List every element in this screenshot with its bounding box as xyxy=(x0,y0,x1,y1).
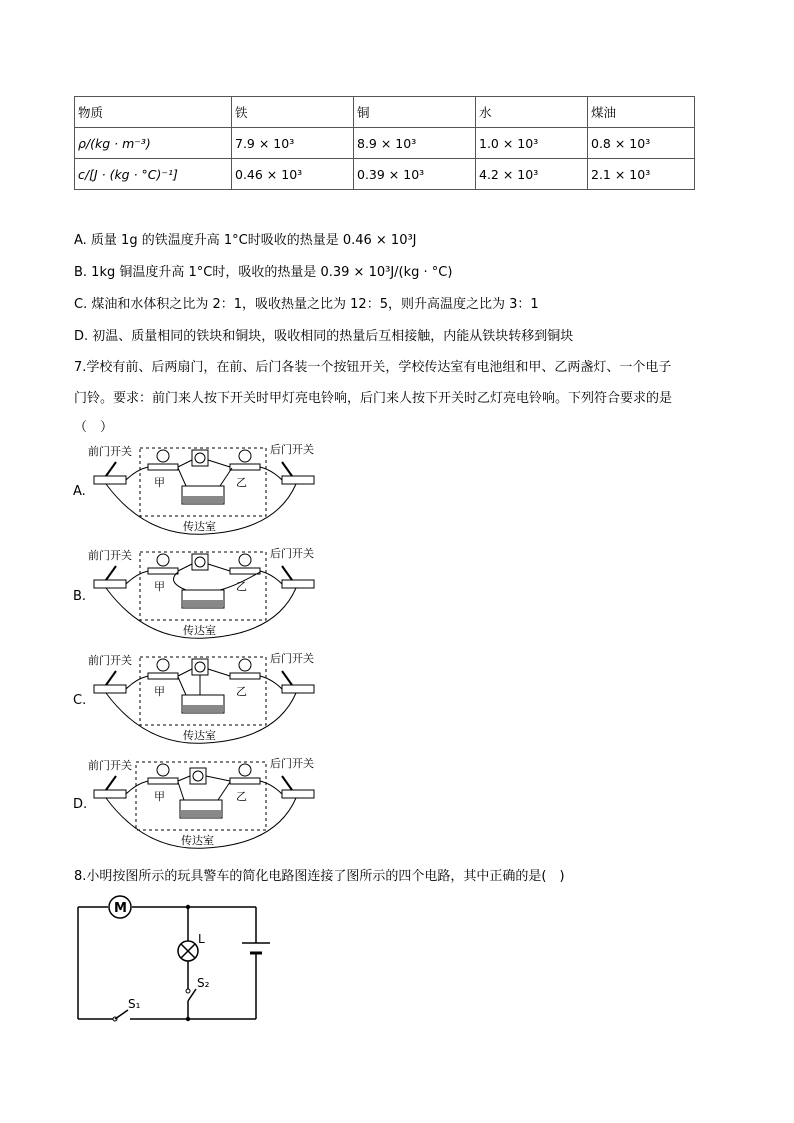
circuit-diagram-b xyxy=(86,542,326,644)
option-label-b: B. xyxy=(73,589,87,604)
front-switch-label: 前门开关 xyxy=(88,549,132,562)
police-car-circuit xyxy=(70,893,280,1028)
back-switch-label: 后门开关 xyxy=(270,652,314,665)
lamp-jia-label: 甲 xyxy=(154,790,165,803)
back-switch-label: 后门开关 xyxy=(270,547,314,560)
motor-label: M xyxy=(114,901,127,916)
table-cell: 4.2 × 10³ xyxy=(476,159,588,190)
lamp-jia-label: 甲 xyxy=(154,685,165,698)
question-7-line-3: （ ） xyxy=(74,420,114,435)
option-label-d: D. xyxy=(73,797,88,812)
circuit-diagram-c xyxy=(86,647,326,749)
table-header-cell: 水 xyxy=(476,97,588,128)
lamp-yi-label: 乙 xyxy=(236,685,247,698)
option-c: C. 煤油和水体积之比为 2：1，吸收热量之比为 12：5，则升高温度之比为 3：1 xyxy=(74,297,539,312)
option-label-c: C. xyxy=(73,693,87,708)
room-label: 传达室 xyxy=(183,729,216,742)
switch-s2-label: S₂ xyxy=(197,976,210,990)
table-cell: 1.0 × 10³ xyxy=(476,128,588,159)
front-switch-label: 前门开关 xyxy=(88,654,132,667)
option-d: D. 初温、质量相同的铁块和铜块，吸收相同的热量后互相接触，内能从铁块转移到铜块 xyxy=(74,329,574,344)
option-a: A. 质量 1g 的铁温度升高 1°C时吸收的热量是 0.46 × 10³J xyxy=(74,233,417,248)
circuit-diagram-a xyxy=(86,438,326,540)
front-switch-label: 前门开关 xyxy=(88,759,132,772)
question-7-line-2: 门铃。要求：前门来人按下开关时甲灯亮电铃响，后门来人按下开关时乙灯亮电铃响。下列符合要求的是 xyxy=(74,391,673,406)
table-header-cell: 铁 xyxy=(232,97,354,128)
back-switch-label: 后门开关 xyxy=(270,443,314,456)
table-row xyxy=(75,159,695,190)
lamp-label: L xyxy=(198,932,205,946)
room-label: 传达室 xyxy=(181,834,214,847)
question-7-line-1: 7.学校有前、后两扇门，在前、后门各装一个按钮开关，学校传达室有电池组和甲、乙两盏灯、一个电子 xyxy=(74,360,672,375)
table-cell: 0.39 × 10³ xyxy=(354,159,476,190)
lamp-yi-label: 乙 xyxy=(236,790,247,803)
table-header-cell: 煤油 xyxy=(588,97,695,128)
back-switch-label: 后门开关 xyxy=(270,757,314,770)
properties-table xyxy=(74,96,695,190)
circuit-diagram-d xyxy=(86,752,326,854)
table-cell: 0.46 × 10³ xyxy=(232,159,354,190)
table-cell: 0.8 × 10³ xyxy=(588,128,695,159)
lamp-yi-label: 乙 xyxy=(236,580,247,593)
lamp-jia-label: 甲 xyxy=(154,476,165,489)
table-cell: 8.9 × 10³ xyxy=(354,128,476,159)
table-row xyxy=(75,128,695,159)
lamp-yi-label: 乙 xyxy=(236,476,247,489)
table-cell: ρ/(kg · m⁻³) xyxy=(75,128,232,159)
option-b: B. 1kg 铜温度升高 1°C时，吸收的热量是 0.39 × 10³J/(kg · °C) xyxy=(74,265,453,280)
table-header-cell: 物质 xyxy=(75,97,232,128)
table-cell: c/[J · (kg · °C)⁻¹] xyxy=(75,159,232,190)
front-switch-label: 前门开关 xyxy=(88,445,132,458)
question-8: 8.小明按图所示的玩具警车的简化电路图连接了图所示的四个电路，其中正确的是( ) xyxy=(74,869,565,884)
lamp-jia-label: 甲 xyxy=(154,580,165,593)
room-label: 传达室 xyxy=(183,624,216,637)
table-header-cell: 铜 xyxy=(354,97,476,128)
table-header-row xyxy=(75,97,695,128)
table-cell: 7.9 × 10³ xyxy=(232,128,354,159)
room-label: 传达室 xyxy=(183,520,216,533)
table-cell: 2.1 × 10³ xyxy=(588,159,695,190)
option-label-a: A. xyxy=(73,484,86,499)
switch-s1-symbol xyxy=(115,1010,128,1019)
switch-s1-label: S₁ xyxy=(128,997,141,1011)
